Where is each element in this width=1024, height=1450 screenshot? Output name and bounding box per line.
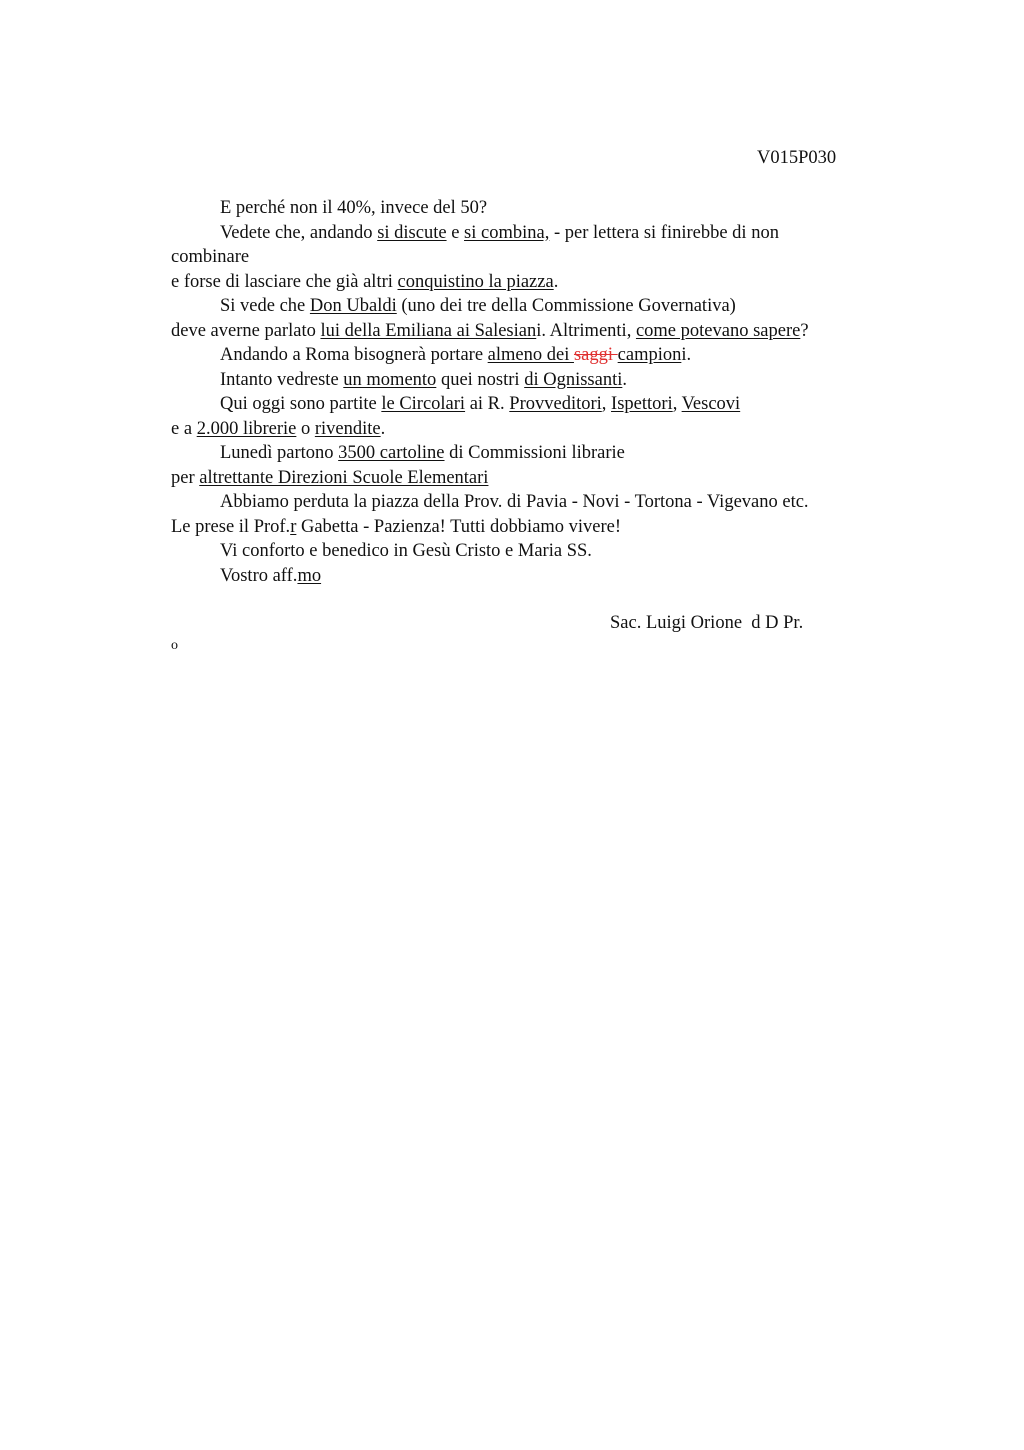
page-id: V015P030 <box>757 148 837 168</box>
underlined-text: Ispettori <box>611 394 673 414</box>
letter-line <box>171 441 891 466</box>
text-run: . <box>622 369 627 390</box>
underlined-text: come potevano sapere <box>635 320 801 341</box>
text-run: (uno dei tre della Commissione Governativa) <box>396 296 736 316</box>
text-run: ? <box>800 320 809 341</box>
underlined-text: rivendite <box>314 418 381 439</box>
underlined-text: di Ognissanti <box>524 369 623 390</box>
letter-line <box>171 539 891 564</box>
text-run: e forse di lasciare che già altri <box>171 271 398 292</box>
signature: Sac. Luigi Orione d D Pr. <box>610 613 804 633</box>
letter-line <box>171 368 891 393</box>
text-run: di Commissioni librarie <box>444 443 625 463</box>
letter-line <box>171 564 891 589</box>
text-run: quei nostri <box>436 369 525 390</box>
text-run: per <box>171 467 200 488</box>
underlined-text: 3500 cartoline <box>338 443 445 463</box>
text-run: combinare <box>171 247 250 267</box>
letter-line <box>171 392 891 417</box>
underlined-text: si discute <box>377 222 447 243</box>
underlined-text: lui della Emiliana ai Salesian <box>320 320 537 341</box>
underlined-text: si combina, <box>464 222 550 243</box>
text-run: Gabetta - Pazienza! Tutti dobbiamo vivere! <box>296 516 622 537</box>
text-run: Qui oggi sono partite <box>220 394 382 414</box>
text-run: Si vede che <box>220 296 310 316</box>
letter-line <box>171 294 891 319</box>
text-run: - per lettera si finirebbe di non <box>549 222 779 243</box>
text-run: E perché non il 40%, invece del 50? <box>220 198 488 218</box>
underlined-text: campion <box>617 345 682 365</box>
text-run: , <box>601 394 612 414</box>
underlined-text: altrettante Direzioni Scuole Elementari <box>199 467 489 488</box>
text-run: i. <box>681 345 692 365</box>
letter-line <box>171 490 891 515</box>
underlined-text: conquistino la piazza <box>397 271 554 292</box>
letter-line <box>171 515 891 540</box>
text-run: Le prese il Prof. <box>171 516 291 537</box>
text-run: Abbiamo perduta la piazza della Prov. di Pavia - Novi - Tortona - Vigevano etc. <box>220 492 809 512</box>
deleted-text: saggi <box>573 345 618 365</box>
underlined-text: r <box>290 516 297 537</box>
underlined-text: le Circolari <box>381 394 466 414</box>
underlined-text: Provveditori <box>509 394 602 414</box>
stray-mark: o <box>171 638 178 653</box>
letter-line <box>171 196 891 221</box>
letter-line <box>171 245 891 270</box>
letter-body <box>171 196 891 588</box>
text-run: deve averne parlato <box>171 320 321 341</box>
underlined-text: 2.000 librerie <box>196 418 297 439</box>
underlined-text: Don Ubaldi <box>309 296 397 316</box>
letter-line <box>171 343 891 368</box>
text-run: . <box>553 271 559 292</box>
text-run: Intanto vedreste <box>220 369 344 390</box>
text-run: e <box>446 222 465 243</box>
text-run: , <box>672 394 682 414</box>
text-run: ai R. <box>465 394 510 414</box>
text-run: Vedete che, andando <box>220 222 378 243</box>
letter-line <box>171 417 891 442</box>
text-run: Andando a Roma bisognerà portare <box>220 345 488 365</box>
underlined-text: mo <box>297 565 322 586</box>
letter-line <box>171 221 891 246</box>
text-run: . <box>380 418 386 439</box>
letter-line <box>171 319 891 344</box>
underlined-text: almeno dei <box>487 345 574 365</box>
text-run: Vostro aff. <box>220 565 298 586</box>
letter-line <box>171 270 891 295</box>
text-run: o <box>296 418 315 439</box>
text-run: Vi conforto e benedico in Gesù Cristo e Maria SS. <box>220 541 592 561</box>
text-run: Lunedì partono <box>220 443 339 463</box>
underlined-text: Vescovi <box>681 394 741 414</box>
text-run: e a <box>171 418 197 439</box>
letter-line <box>171 466 891 491</box>
text-run: i. Altrimenti, <box>536 320 636 341</box>
underlined-text: un momento <box>343 369 437 390</box>
